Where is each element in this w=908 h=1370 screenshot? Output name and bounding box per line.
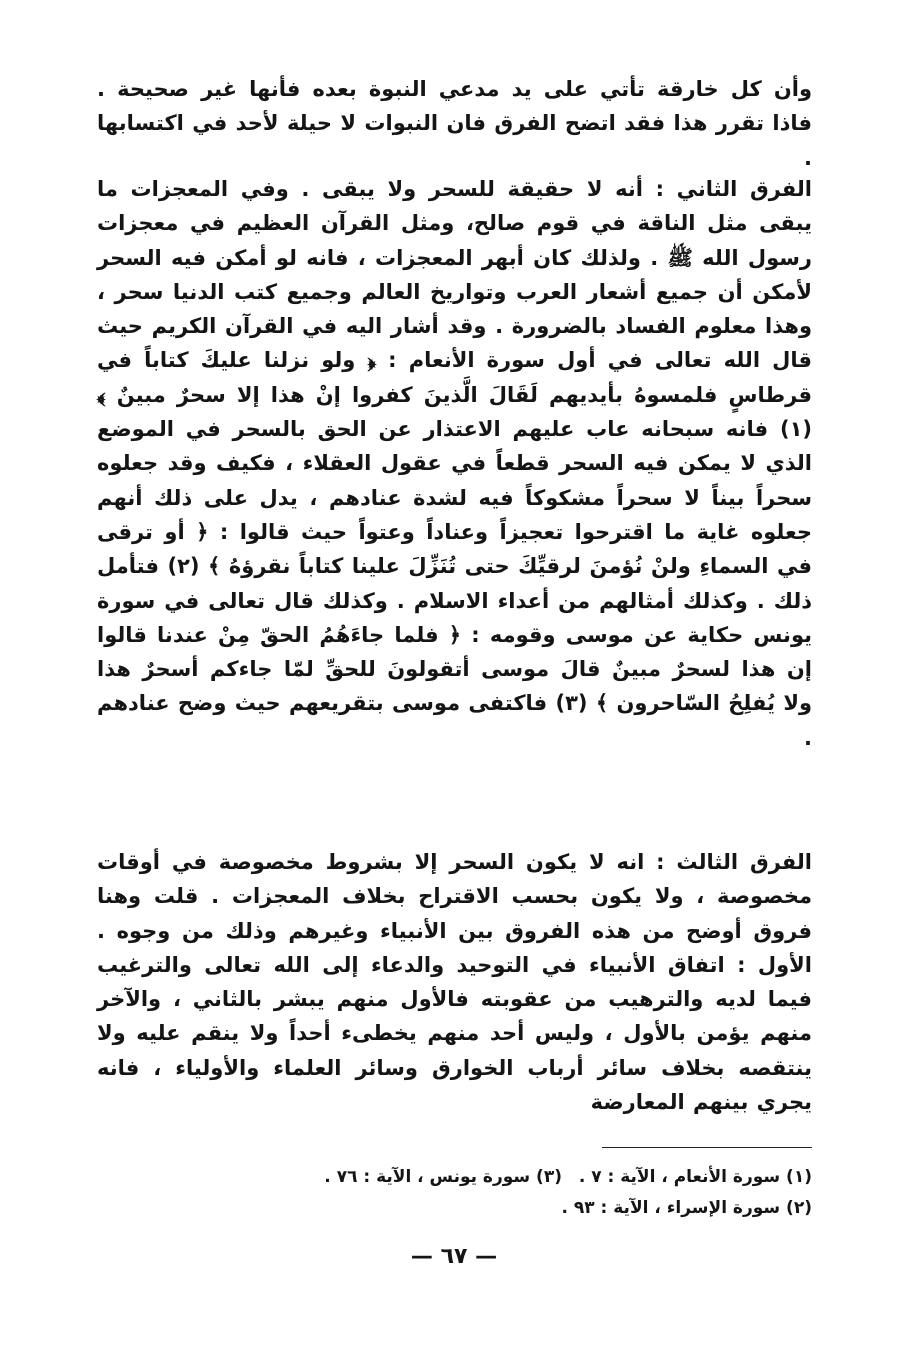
- footnote-divider: [602, 1147, 812, 1148]
- footnote-2: (٢) سورة الإسراء ، الآية : ٩٣ .: [561, 1198, 812, 1218]
- body-paragraph-3: [97, 845, 812, 1119]
- page-number: — ٦٧ —: [410, 1244, 498, 1269]
- footnote-1: (١) سورة الأنعام ، الآية : ٧ .: [578, 1167, 812, 1187]
- paragraph-text: الفرق الثاني : أنه لا حقيقة للسحر ولا يبقى . وفي المعجزات ما يبقى مثل الناقة في قوم صالح، ومثل القرآن العظيم في معجزات رسول الله ﷺ . ولذلك كان أبهر المعجزات ، فانه لو أمكن فيه السحر لأمكن أن جميع أشعار العرب وتواريخ العالم وجميع كتب الدنيا سحر ، وهذا معلوم الفساد بالضرورة . وقد أشار اليه في القرآن الكريم حيث قال الله تعالى في أول سورة الأنعام : ﴿ ولو نزلنا عليكَ كتاباً في قرطاسٍ فلمسوهُ بأيديهم لَقَالَ الَّذينَ كفروا إنْ هذا إلا سحرٌ مبينٌ ﴾ (١) فانه سبحانه عاب عليهم الاعتذار عن الحق بالسحر في الموضع الذي لا يمكن فيه السحر قطعاً في عقول العقلاء ، فكيف وقد جعلوه سحراً بيناً لا سحراً مشكوكاً فيه لشدة عنادهم ، يدل على ذلك أنهم جعلوه غاية ما اقترحوا تعجيزاً وعناداً وعتواً حيث قالوا : ﴿ أو ترقى في السماءِ ولنْ نُؤمنَ لرقيِّكَ حتى تُنَزِّلَ علينا كتاباً نقرؤهُ ﴾ (٢) فتأمل ذلك . وكذلك أمثالهم من أعداء الاسلام . وكذلك قال تعالى في سورة يونس حكاية عن موسى وقومه : ﴿ فلما جاءَهُمُ الحقّ مِنْ عندنا قالوا إن هذا لسحرٌ مبينٌ قالَ موسى أتقولونَ للحقِّ لمّا جاءكم أسحرٌ هذا ولا يُفلِحُ السّاحرون ﴾ (٣) فاكتفى موسى بتقريعهم حيث وضح عنادهم .: [97, 177, 813, 750]
- footnote-3: (٣) سورة يونس ، الآية : ٧٦ .: [324, 1167, 562, 1187]
- body-paragraph-2: [97, 172, 812, 755]
- footnote-row: [97, 1193, 812, 1224]
- footnote-row: [97, 1162, 812, 1193]
- footnotes: [97, 1162, 812, 1224]
- paragraph-text: الفرق الثالث : انه لا يكون السحر إلا بشروط مخصوصة في أوقات مخصوصة ، ولا يكون بحسب الاقتراح بخلاف المعجزات . قلت وهنا فروق أوضح من هذه الفروق بين الأنبياء وغيرهم وذلك من وجوه . الأول : اتفاق الأنبياء في التوحيد والدعاء إلى الله تعالى والترغيب فيما لديه والترهيب من عقوبته فالأول منهم يبشر بالثاني ، والآخر منهم يؤمن بالأول ، وليس أحد منهم يخطىء أحداً ولا ينقم عليه ولا ينتقصه بخلاف سائر أرباب الخوارق وسائر العلماء والأولياء ، فانه يجري بينهم المعارضة: [97, 850, 812, 1115]
- body-paragraph-1: [97, 72, 812, 175]
- paragraph-text: وأن كل خارقة تأتي على يد مدعي النبوة بعده فأنها غير صحيحة . فاذا تقرر هذا فقد اتضح الفرق فان النبوات لا حيلة لأحد في اكتسابها .: [97, 77, 812, 170]
